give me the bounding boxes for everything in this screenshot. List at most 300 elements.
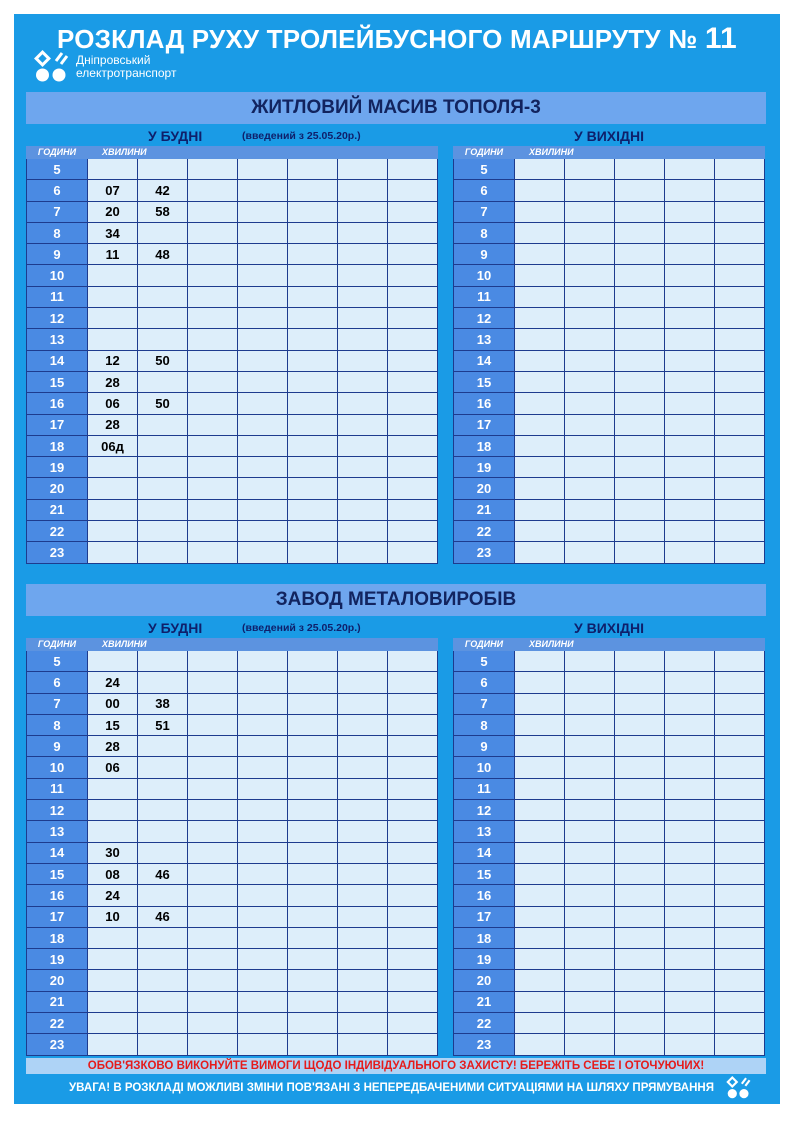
minute-cell — [188, 1034, 238, 1055]
minute-cell — [565, 1013, 615, 1034]
minute-cell — [238, 265, 288, 286]
minute-cell — [288, 286, 338, 307]
minute-cell — [715, 521, 765, 542]
minute-cell — [288, 521, 338, 542]
minute-cell — [715, 863, 765, 884]
minute-cell — [665, 778, 715, 799]
minute-cell — [615, 927, 665, 948]
minute-cell — [515, 478, 565, 499]
table-row — [454, 180, 765, 201]
minute-cell — [288, 350, 338, 371]
weekend-schedule-table-1 — [453, 146, 765, 564]
table-row — [27, 1034, 438, 1055]
minute-cell — [565, 863, 615, 884]
minute-cell — [288, 821, 338, 842]
minute-cell — [515, 821, 565, 842]
minute-cell — [715, 329, 765, 350]
table-row — [27, 222, 438, 243]
minute-cell — [615, 435, 665, 456]
minutes-column-header: ХВИЛИНИ — [515, 639, 765, 651]
minute-cell: 28 — [88, 371, 138, 392]
minute-cell — [565, 821, 615, 842]
hours-column-header: ГОДИНИ — [454, 639, 515, 651]
minute-cell — [338, 991, 388, 1012]
title-text: РОЗКЛАД РУХУ ТРОЛЕЙБУСНОГО МАРШРУТУ № — [57, 24, 698, 54]
hour-cell: 8 — [27, 714, 88, 735]
minute-cell — [665, 949, 715, 970]
table-row — [27, 970, 438, 991]
minute-cell — [88, 778, 138, 799]
hour-cell: 21 — [27, 499, 88, 520]
minute-cell — [188, 693, 238, 714]
minute-cell — [515, 800, 565, 821]
minute-cell — [338, 286, 388, 307]
minute-cell — [388, 736, 438, 757]
minute-cell — [515, 842, 565, 863]
minute-cell — [388, 159, 438, 180]
minute-cell — [388, 521, 438, 542]
minute-cell — [715, 800, 765, 821]
minute-cell — [188, 821, 238, 842]
minute-cell — [238, 350, 288, 371]
minute-cell: 11 — [88, 244, 138, 265]
hour-cell: 23 — [454, 542, 515, 563]
table-row — [27, 949, 438, 970]
minute-cell — [565, 478, 615, 499]
minute-cell — [188, 542, 238, 563]
minute-cell: 48 — [138, 244, 188, 265]
minute-cell — [615, 906, 665, 927]
table-row — [27, 244, 438, 265]
hour-cell: 23 — [27, 1034, 88, 1055]
minute-cell — [338, 521, 388, 542]
minute-cell — [565, 350, 615, 371]
minute-cell — [715, 499, 765, 520]
minute-cell — [565, 757, 615, 778]
minute-cell — [615, 222, 665, 243]
minute-cell — [238, 286, 288, 307]
minute-cell: 08 — [88, 863, 138, 884]
minute-cell — [138, 414, 188, 435]
minute-cell — [615, 350, 665, 371]
minute-cell: 30 — [88, 842, 138, 863]
hours-column-header: ГОДИНИ — [27, 147, 88, 159]
minute-cell — [238, 949, 288, 970]
minute-cell — [715, 842, 765, 863]
minute-cell — [665, 478, 715, 499]
minute-cell — [188, 757, 238, 778]
minute-cell — [515, 521, 565, 542]
minute-cell — [188, 329, 238, 350]
minute-cell — [338, 393, 388, 414]
table-row — [454, 201, 765, 222]
minute-cell — [238, 842, 288, 863]
minute-cell: 58 — [138, 201, 188, 222]
minute-cell — [238, 1013, 288, 1034]
minute-cell — [388, 308, 438, 329]
minute-cell — [88, 949, 138, 970]
minute-cell: 06д — [88, 435, 138, 456]
table-row — [27, 906, 438, 927]
minute-cell — [388, 863, 438, 884]
minute-cell — [388, 800, 438, 821]
hours-column-header: ГОДИНИ — [454, 147, 515, 159]
table-row — [27, 159, 438, 180]
hour-cell: 7 — [27, 693, 88, 714]
minute-cell — [615, 286, 665, 307]
hour-cell: 7 — [454, 201, 515, 222]
minute-cell — [188, 308, 238, 329]
minute-cell — [188, 244, 238, 265]
minute-cell — [715, 927, 765, 948]
minute-cell — [388, 180, 438, 201]
minute-cell — [338, 414, 388, 435]
minute-cell — [338, 885, 388, 906]
table-row — [27, 286, 438, 307]
minute-cell — [288, 244, 338, 265]
hour-cell: 18 — [27, 435, 88, 456]
minute-cell — [715, 286, 765, 307]
hour-cell: 9 — [27, 244, 88, 265]
minute-cell — [515, 371, 565, 392]
minute-cell — [388, 885, 438, 906]
minute-cell — [615, 521, 665, 542]
hour-cell: 6 — [27, 180, 88, 201]
minute-cell — [615, 371, 665, 392]
hour-cell: 20 — [454, 478, 515, 499]
minute-cell — [288, 308, 338, 329]
minute-cell — [565, 672, 615, 693]
minute-cell — [665, 222, 715, 243]
hour-cell: 20 — [454, 970, 515, 991]
minute-cell — [615, 244, 665, 265]
minute-cell — [665, 265, 715, 286]
minute-cell — [515, 736, 565, 757]
minute-cell — [338, 435, 388, 456]
minute-cell — [238, 457, 288, 478]
minute-cell — [188, 478, 238, 499]
hour-cell: 9 — [27, 736, 88, 757]
minute-cell — [88, 651, 138, 672]
minute-cell — [338, 350, 388, 371]
minute-cell — [615, 457, 665, 478]
minute-cell — [188, 457, 238, 478]
hour-cell: 13 — [454, 821, 515, 842]
table-row — [27, 1013, 438, 1034]
minute-cell — [565, 542, 615, 563]
minute-cell — [188, 499, 238, 520]
minute-cell — [388, 693, 438, 714]
minute-cell — [615, 778, 665, 799]
minute-cell — [665, 286, 715, 307]
minute-cell: 24 — [88, 885, 138, 906]
table-row — [27, 651, 438, 672]
table-row — [454, 800, 765, 821]
minute-cell — [665, 308, 715, 329]
minute-cell: 15 — [88, 714, 138, 735]
minute-cell — [88, 800, 138, 821]
minute-cell — [388, 821, 438, 842]
direction-header-1: ЖИТЛОВИЙ МАСИВ ТОПОЛЯ-3 — [26, 92, 766, 124]
table-header-row — [454, 147, 765, 159]
minute-cell — [238, 991, 288, 1012]
minute-cell — [138, 821, 188, 842]
minute-cell — [388, 265, 438, 286]
minute-cell — [615, 180, 665, 201]
minute-cell — [515, 651, 565, 672]
minute-cell — [238, 329, 288, 350]
minute-cell — [388, 371, 438, 392]
hour-cell: 21 — [454, 499, 515, 520]
minute-cell — [338, 714, 388, 735]
minute-cell — [138, 991, 188, 1012]
minute-cell — [565, 308, 615, 329]
minute-cell — [188, 521, 238, 542]
minute-cell — [615, 499, 665, 520]
minute-cell — [565, 286, 615, 307]
minute-cell — [565, 651, 615, 672]
hour-cell: 12 — [27, 800, 88, 821]
minute-cell — [565, 693, 615, 714]
table-row — [454, 970, 765, 991]
minute-cell — [565, 991, 615, 1012]
hour-cell: 18 — [27, 927, 88, 948]
hour-cell: 16 — [27, 393, 88, 414]
minute-cell — [388, 949, 438, 970]
minute-cell — [238, 821, 288, 842]
hour-cell: 6 — [27, 672, 88, 693]
minute-cell — [515, 863, 565, 884]
minute-cell — [665, 457, 715, 478]
minute-cell — [288, 180, 338, 201]
minute-cell — [615, 159, 665, 180]
table-row — [27, 927, 438, 948]
minute-cell — [88, 329, 138, 350]
minute-cell — [188, 265, 238, 286]
minute-cell — [288, 970, 338, 991]
hour-cell: 6 — [454, 672, 515, 693]
table-row — [27, 542, 438, 563]
minute-cell — [388, 244, 438, 265]
weekday-schedule-table-1 — [26, 146, 438, 564]
table-row — [27, 863, 438, 884]
table-row — [27, 736, 438, 757]
minute-cell — [388, 286, 438, 307]
minute-cell — [715, 180, 765, 201]
hour-cell: 14 — [454, 842, 515, 863]
minute-cell — [615, 1034, 665, 1055]
minute-cell — [715, 308, 765, 329]
hour-cell: 10 — [454, 265, 515, 286]
hour-cell: 20 — [27, 478, 88, 499]
minute-cell — [138, 329, 188, 350]
hour-cell: 8 — [27, 222, 88, 243]
table-row — [27, 672, 438, 693]
minute-cell — [238, 222, 288, 243]
minute-cell — [188, 350, 238, 371]
minute-cell — [238, 180, 288, 201]
minute-cell — [138, 435, 188, 456]
minute-cell — [615, 414, 665, 435]
minute-cell — [665, 800, 715, 821]
minute-cell — [188, 863, 238, 884]
table-row — [454, 499, 765, 520]
minute-cell — [338, 222, 388, 243]
minute-cell — [188, 927, 238, 948]
valid-note-2: (введений з 25.05.20р.) — [242, 622, 361, 634]
hour-cell: 5 — [27, 651, 88, 672]
minute-cell — [715, 201, 765, 222]
minute-cell — [715, 672, 765, 693]
minute-cell: 06 — [88, 757, 138, 778]
minute-cell — [338, 906, 388, 927]
hour-cell: 5 — [454, 159, 515, 180]
table-row — [27, 371, 438, 392]
minute-cell — [338, 329, 388, 350]
minute-cell — [565, 885, 615, 906]
minute-cell — [238, 800, 288, 821]
minute-cell — [565, 457, 615, 478]
minute-cell: 07 — [88, 180, 138, 201]
hour-cell: 7 — [27, 201, 88, 222]
minute-cell — [188, 393, 238, 414]
minute-cell — [515, 159, 565, 180]
minute-cell — [238, 201, 288, 222]
table-row — [454, 457, 765, 478]
hour-cell: 14 — [454, 350, 515, 371]
minute-cell — [88, 308, 138, 329]
minute-cell — [238, 393, 288, 414]
minute-cell — [715, 885, 765, 906]
minute-cell — [715, 651, 765, 672]
minute-cell: 42 — [138, 180, 188, 201]
table-row — [454, 308, 765, 329]
hour-cell: 15 — [27, 371, 88, 392]
table-row — [454, 329, 765, 350]
minute-cell — [388, 672, 438, 693]
hour-cell: 11 — [27, 778, 88, 799]
hour-cell: 16 — [27, 885, 88, 906]
minute-cell — [565, 414, 615, 435]
minute-cell — [288, 393, 338, 414]
weekday-schedule-table-2 — [26, 638, 438, 1056]
minute-cell — [288, 265, 338, 286]
minute-cell — [188, 885, 238, 906]
weekdays-label-1: У БУДНІ — [148, 128, 203, 144]
minute-cell — [288, 201, 338, 222]
hour-cell: 22 — [454, 521, 515, 542]
minute-cell — [615, 542, 665, 563]
minute-cell — [188, 991, 238, 1012]
table-row — [27, 521, 438, 542]
minute-cell — [515, 244, 565, 265]
minute-cell — [238, 435, 288, 456]
minute-cell — [665, 521, 715, 542]
hour-cell: 12 — [454, 308, 515, 329]
minute-cell — [288, 991, 338, 1012]
hour-cell: 12 — [27, 308, 88, 329]
minute-cell — [615, 800, 665, 821]
minute-cell — [238, 244, 288, 265]
minute-cell — [338, 821, 388, 842]
minute-cell — [288, 478, 338, 499]
minute-cell — [565, 499, 615, 520]
dots-logo-icon — [726, 1076, 752, 1100]
minute-cell — [665, 927, 715, 948]
minute-cell — [388, 499, 438, 520]
minute-cell — [138, 159, 188, 180]
table-row — [454, 393, 765, 414]
minute-cell — [88, 542, 138, 563]
hour-cell: 23 — [27, 542, 88, 563]
table-row — [454, 736, 765, 757]
minute-cell — [88, 1013, 138, 1034]
minute-cell — [238, 757, 288, 778]
minute-cell — [288, 800, 338, 821]
minute-cell — [715, 714, 765, 735]
minute-cell — [515, 927, 565, 948]
minute-cell — [615, 991, 665, 1012]
table-row — [454, 371, 765, 392]
minute-cell — [338, 542, 388, 563]
minute-cell: 38 — [138, 693, 188, 714]
minute-cell — [715, 542, 765, 563]
minute-cell — [515, 1034, 565, 1055]
minute-cell — [615, 308, 665, 329]
minute-cell — [515, 180, 565, 201]
minute-cell — [615, 885, 665, 906]
minute-cell — [665, 414, 715, 435]
minute-cell — [138, 222, 188, 243]
minute-cell — [565, 244, 615, 265]
minute-cell — [565, 393, 615, 414]
minute-cell — [238, 714, 288, 735]
table-header-row — [454, 639, 765, 651]
minute-cell — [338, 159, 388, 180]
table-row — [454, 521, 765, 542]
weekdays-label-2: У БУДНІ — [148, 620, 203, 636]
minute-cell — [665, 651, 715, 672]
minute-cell — [665, 329, 715, 350]
minute-cell — [338, 308, 388, 329]
minute-cell — [565, 521, 615, 542]
table-row — [27, 329, 438, 350]
minutes-column-header: ХВИЛИНИ — [515, 147, 765, 159]
minute-cell — [615, 821, 665, 842]
hour-cell: 21 — [454, 991, 515, 1012]
minute-cell — [565, 927, 615, 948]
table-row — [454, 1034, 765, 1055]
minute-cell — [238, 478, 288, 499]
minute-cell — [88, 457, 138, 478]
minute-cell: 10 — [88, 906, 138, 927]
table-row — [27, 714, 438, 735]
table-row — [454, 350, 765, 371]
minute-cell — [715, 991, 765, 1012]
minute-cell — [615, 736, 665, 757]
minute-cell — [238, 863, 288, 884]
table-row — [27, 180, 438, 201]
hour-cell: 10 — [454, 757, 515, 778]
minute-cell — [338, 1013, 388, 1034]
minute-cell — [238, 906, 288, 927]
table-row — [27, 800, 438, 821]
minute-cell — [288, 672, 338, 693]
minute-cell — [515, 308, 565, 329]
minute-cell — [388, 927, 438, 948]
minute-cell — [338, 800, 388, 821]
minute-cell — [338, 1034, 388, 1055]
